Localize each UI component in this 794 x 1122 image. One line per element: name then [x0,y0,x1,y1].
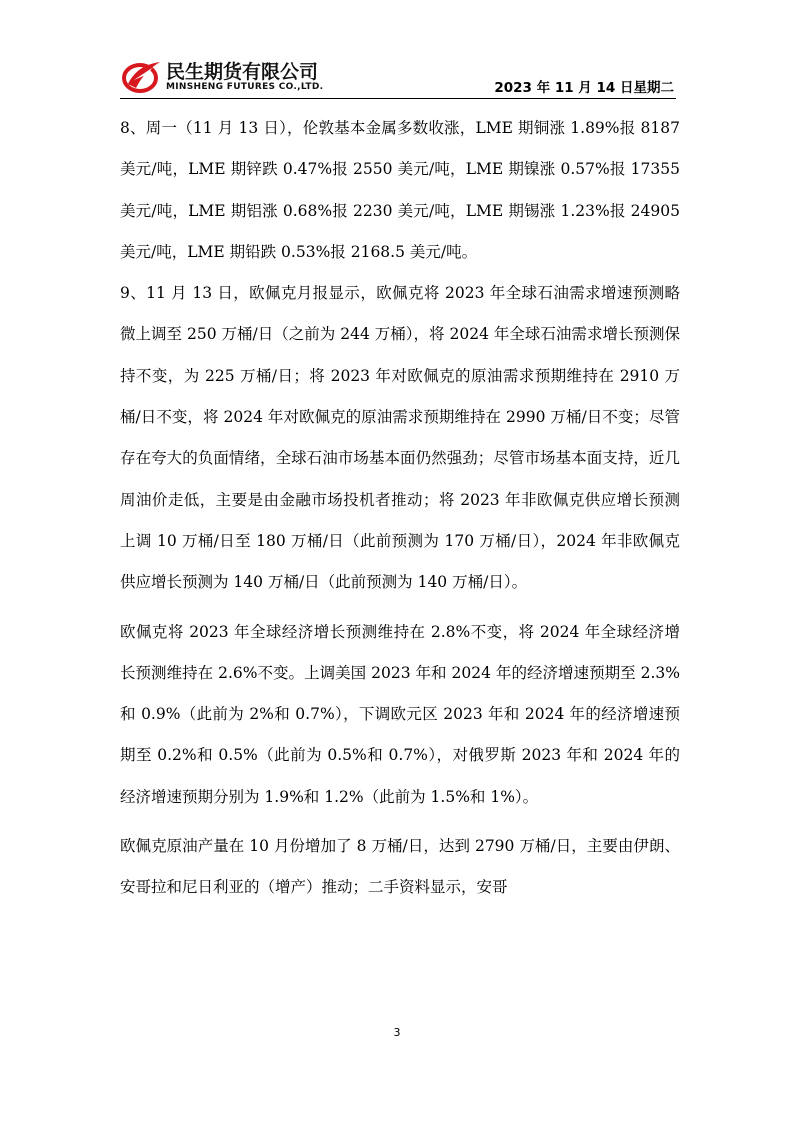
paragraph-item-9: 9、11 月 13 日，欧佩克月报显示，欧佩克将 2023 年全球石油需求增速预测略微上调至 250 万桶/日（之前为 244 万桶），将 2024 年全球石油需求增长预测保持不变，为 225 万桶/日；将 2023 年对欧佩克的原油需求预期维持在 2910 万桶/日不变，将 2024 年对欧佩克的原油需求预期维持在 2990 万桶/日不变；尽管存在夸大的负面情绪，全球石油市场基本面仍然强劲；尽管市场基本面支持，近几周油价走低，主要是由金融市场投机者推动；将 2023 年非欧佩克供应增长预测上调 10 万桶/日至 180 万桶/日（此前预测为 170 万桶/日），2024 年非欧佩克供应增长预测为 140 万桶/日（此前预测为 140 万桶/日）。 [120,284,680,592]
logo-chinese-name: 民生期货有限公司 [166,61,319,83]
document-body [120,108,680,909]
minsheng-logo-icon [122,58,162,94]
paragraph-opec-growth: 欧佩克将 2023 年全球经济增长预测维持在 2.8%不变，将 2024 年全球经济增长预测维持在 2.6%不变。上调美国 2023 年和 2024 年的经济增速预期至 2.3%和 0.9%（此前为 2%和 0.7%），下调欧元区 2023 年和 2024 年的经济增速预期至 0.2%和 0.5%（此前为 0.5%和 0.7%），对俄罗斯 2023 年和 2024 年的经济增速预期分别为 1.9%和 1.2%（此前为 1.5%和 1%）。 [120,622,680,806]
company-logo [122,56,372,96]
report-date: 2023 年 11 月 14 日星期二 [494,80,674,96]
paragraph-opec-production: 欧佩克原油产量在 10 月份增加了 8 万桶/日，达到 2790 万桶/日，主要由伊朗、安哥拉和尼日利亚的（增产）推动；二手资料显示，安哥 [120,837,680,897]
page-number: 3 [393,1026,401,1039]
logo-english-name: MINSHENG FUTURES CO.,LTD. [166,82,324,92]
page-header [120,56,676,99]
paragraph-item-8: 8、周一（11 月 13 日），伦敦基本金属多数收涨，LME 期铜涨 1.89%报 8187 美元/吨，LME 期锌跌 0.47%报 2550 美元/吨，LME 期镍涨 0.57%报 17355 美元/吨，LME 期铝涨 0.68%报 2230 美元/吨，LME 期锡涨 1.23%报 24905 美元/吨，LME 期铅跌 0.53%报 2168.5 美元/吨。 [120,119,680,261]
